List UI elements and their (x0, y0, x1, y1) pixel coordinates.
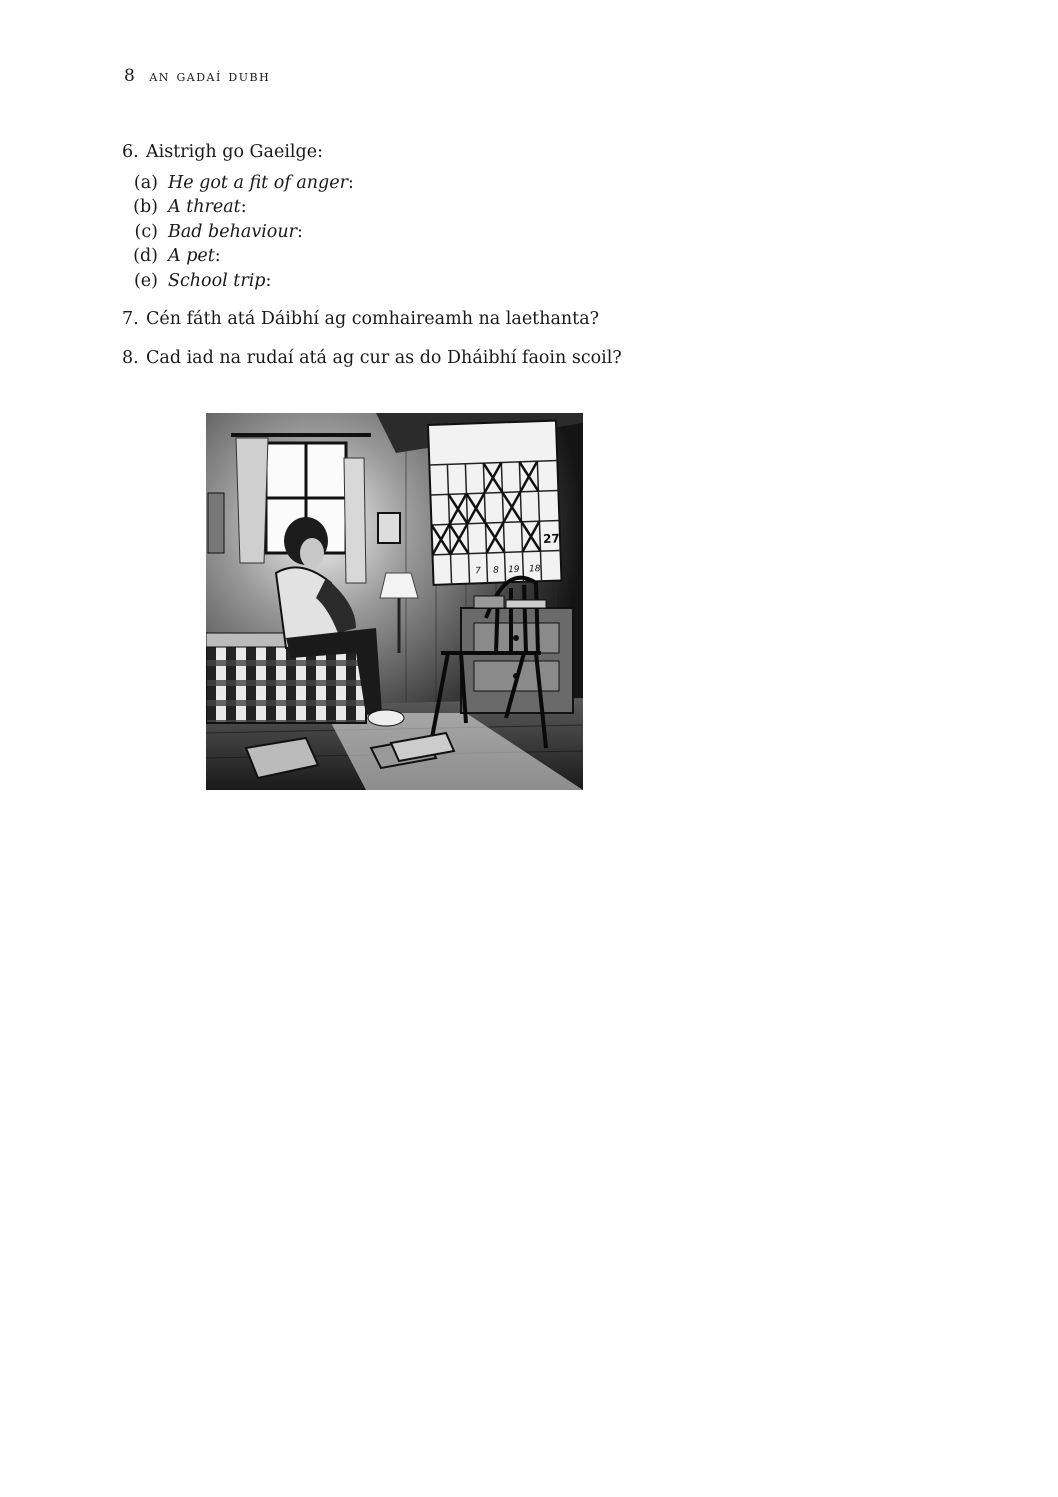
question-text: Cén fáth atá Dáibhí ag comhaireamh na laethanta? (146, 309, 600, 329)
question-list (122, 140, 922, 370)
english-phrase: A pet (168, 246, 215, 266)
translation-item-b (122, 195, 922, 220)
question-8 (122, 346, 922, 371)
calendar-number: 8 (492, 565, 500, 576)
english-phrase: School trip (168, 270, 266, 291)
bed (206, 643, 366, 723)
translation-item-e (122, 269, 922, 294)
question-number: 8. (122, 347, 139, 368)
colon: : (265, 270, 272, 291)
translation-item-a (122, 171, 922, 196)
english-phrase: A threat (168, 197, 241, 217)
question-7 (122, 307, 922, 332)
translation-item-d (122, 244, 922, 269)
calendar-number: 27 (542, 531, 560, 547)
illustration-boy-in-bedroom (206, 413, 583, 790)
item-label: (c) (134, 221, 158, 242)
calendar (428, 421, 562, 585)
calendar-number: 18 (528, 564, 541, 575)
book-title: an gadaí dubh (149, 66, 271, 85)
english-phrase: He got a fit of anger (168, 172, 348, 193)
question-number: 7. (122, 309, 139, 329)
english-phrase: Bad behaviour (168, 221, 297, 242)
running-head (124, 66, 270, 86)
item-label: (d) (133, 246, 158, 266)
translation-items (122, 171, 922, 294)
question-6 (122, 140, 922, 165)
colon: : (347, 172, 354, 193)
question-number: 6. (122, 142, 139, 162)
calendar-number: 19 (507, 564, 520, 576)
bedroom-illustration (206, 413, 583, 790)
item-label: (e) (133, 270, 158, 291)
colon: : (214, 246, 221, 266)
question-text: Cad iad na rudaí atá ag cur as do Dháibhí faoin scoil? (146, 347, 622, 368)
question-text: Aistrigh go Gaeilge: (146, 142, 323, 162)
item-label: (a) (133, 172, 158, 193)
translation-item-c (122, 220, 922, 245)
item-label: (b) (133, 197, 158, 217)
page-number: 8 (124, 66, 136, 86)
calendar-number: 7 (474, 566, 482, 577)
colon: : (296, 221, 303, 242)
colon: : (240, 197, 247, 217)
